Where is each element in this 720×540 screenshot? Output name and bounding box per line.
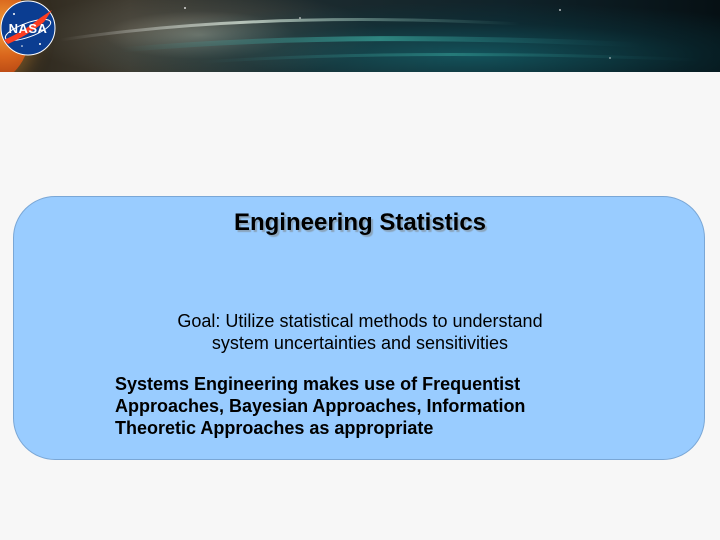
approach-line-2: Approaches, Bayesian Approaches, Information [115, 396, 526, 416]
content-box [13, 196, 705, 460]
approach-statement [115, 373, 635, 439]
header-banner [0, 0, 720, 72]
goal-statement [14, 310, 706, 354]
goal-line-2: system uncertainties and sensitivities [211, 333, 509, 353]
nasa-meatball-logo [0, 0, 56, 56]
logo-text: NASA [8, 21, 48, 36]
slide-title: Engineering Statistics [233, 209, 487, 236]
approach-line-3: Theoretic Approaches as appropriate [115, 418, 434, 438]
goal-line-1: Goal: Utilize statistical methods to understand [177, 311, 543, 331]
space-streaks-graphic [0, 0, 720, 72]
approach-line-1: Systems Engineering makes use of Frequentist [115, 374, 521, 394]
